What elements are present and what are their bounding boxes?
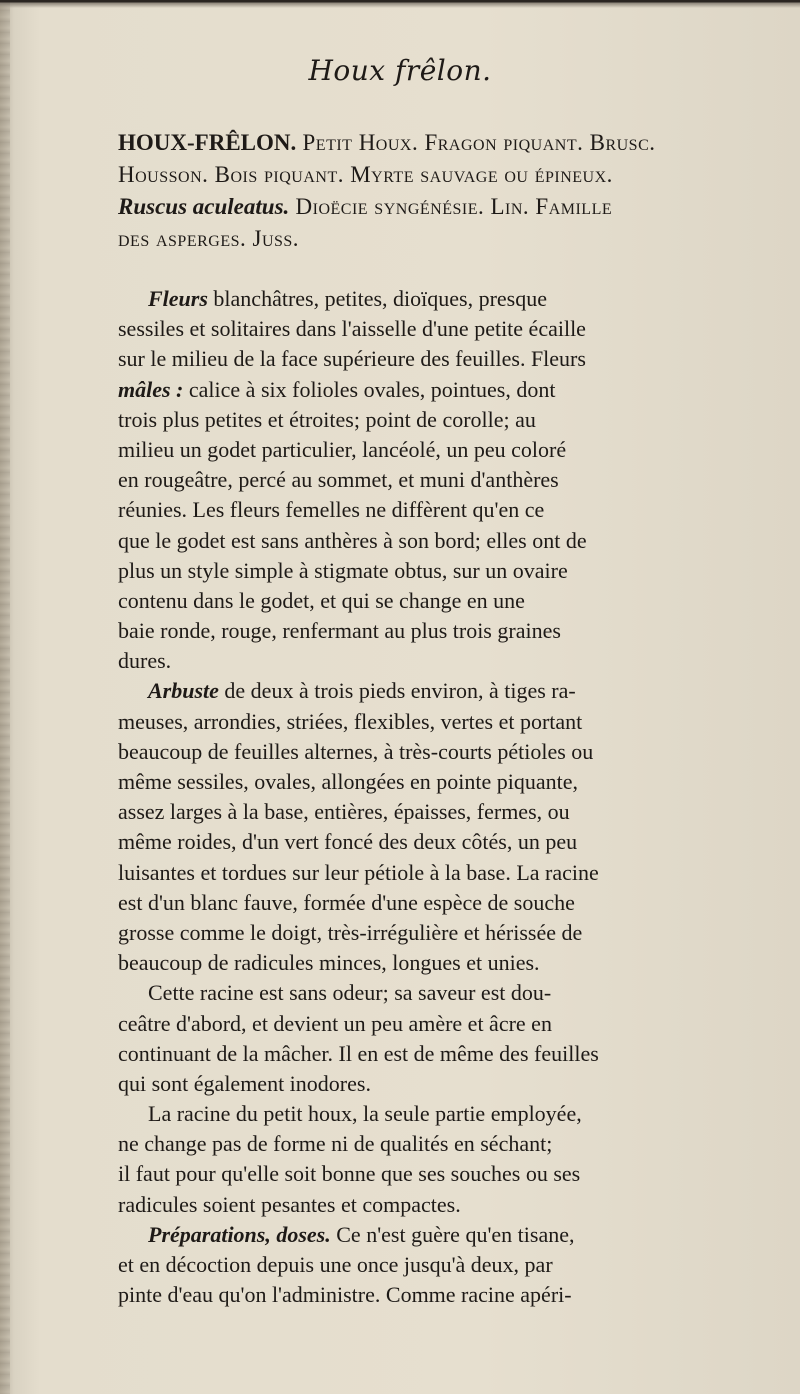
title-line [118,160,774,192]
text-line [118,737,774,767]
line-text: blanchâtres, petites, dioïques, presque [207,286,547,311]
line-text: Ce n'est guère qu'en tisane, [330,1221,575,1247]
text-line [118,888,774,918]
emphasized-term: Fleurs [148,286,208,311]
line-text: même sessiles, ovales, allongées en pointe piquante, [118,769,579,794]
article-body [118,128,774,1310]
line-text: baie ronde, rouge, renfermant au plus trois graines [118,618,561,644]
text-line [118,948,774,978]
text-line [118,344,774,374]
text-line [118,1250,774,1280]
line-text: contenu dans le godet, et qui se change en une [118,587,525,613]
text-line [118,556,774,586]
line-text: radicules soient pesantes et compactes. [118,1191,461,1217]
line-text: assez larges à la base, entières, épaisses, fermes, ou [118,799,570,825]
page-gutter-edge [0,0,10,1394]
line-text: sessiles et solitaires dans l'aisselle d'une petite écaille [118,316,586,342]
line-text: est d'un blanc fauve, formée d'une espèce de souche [118,889,575,915]
line-text: meuses, arrondies, striées, flexibles, vertes et portant [118,708,583,734]
emphasized-term: Arbuste [148,678,219,704]
line-text: dures. [118,648,172,674]
title-line [118,128,774,160]
line-text: Cette racine est sans odeur; sa saveur est dou- [148,980,552,1006]
text-line [118,1099,774,1129]
text-line [118,616,774,646]
text-line [118,676,774,706]
line-text: luisantes et tordues sur leur pétiole à la base. La racine [118,859,599,885]
text-line [118,767,774,797]
line-text: et en décoction depuis une once jusqu'à deux, par [118,1252,553,1277]
title-text: Dioëcie syngénésie. Lin. Famille [289,194,613,219]
text-line [118,1220,774,1250]
line-text: grosse comme le doigt, très-irrégulière et hérissée de [118,919,583,945]
line-text: ceâtre d'abord, et devient un peu amère et âcre en [118,1010,552,1036]
text-line [118,495,774,525]
title-text: des asperges. Juss. [118,226,300,251]
article-title-block [118,128,774,256]
text-line [118,1280,774,1310]
text-line [118,586,774,616]
line-text: même roides, d'un vert foncé des deux côtés, un peu [118,829,578,855]
text-line [118,646,774,676]
top-rule [0,0,800,8]
line-text: plus un style simple à stigmate obtus, sur un ovaire [118,557,568,583]
text-line [118,465,774,495]
title-lead: HOUX-FRÊLON. [118,130,297,155]
article-text-block [118,284,774,1310]
text-line [118,1190,774,1220]
title-text: Petit Houx. Fragon piquant. Brusc. [296,130,656,155]
text-line [118,1069,774,1099]
line-text: beaucoup de feuilles alternes, à très-courts pétioles ou [118,738,594,764]
text-line [118,526,774,556]
line-text: il faut pour qu'elle soit bonne que ses souches ou ses [118,1161,581,1187]
line-text: en rougeâtre, percé au sommet, et muni d'anthères [118,467,559,493]
title-lead: Ruscus aculeatus. [118,194,290,219]
line-text: de deux à trois pieds environ, à tiges ra- [218,678,576,704]
text-line [118,918,774,948]
line-text: réunies. Les fleurs femelles ne diffèrent qu'en ce [118,497,545,523]
text-line [118,284,774,314]
line-text: beaucoup de radicules minces, longues et unies. [118,950,540,976]
line-text: calice à six folioles ovales, pointues, dont [183,376,556,402]
text-line [118,1009,774,1039]
emphasized-term: mâles : [118,376,184,402]
line-text: La racine du petit houx, la seule partie employée, [148,1101,582,1127]
text-line [118,1039,774,1069]
text-line [118,375,774,405]
line-text: milieu un godet particulier, lancéolé, un peu coloré [118,436,567,462]
text-line [118,405,774,435]
title-text: Housson. Bois piquant. Myrte sauvage ou épineux. [118,162,613,187]
line-text: que le godet est sans anthères à son bord; elles ont de [118,527,587,553]
text-line [118,1129,774,1159]
line-text: continuant de la mâcher. Il en est de même des feuilles [118,1040,599,1066]
text-line [118,858,774,888]
text-line [118,314,774,344]
running-title: Houx frêlon. [308,54,492,87]
line-text: trois plus petites et étroites; point de corolle; au [118,406,536,432]
line-text: qui sont également inodores. [118,1070,371,1096]
text-line [118,797,774,827]
emphasized-term: Préparations, doses. [148,1221,331,1247]
text-line [118,827,774,857]
line-text: ne change pas de forme ni de qualités en séchant; [118,1131,553,1157]
text-line [118,978,774,1008]
title-line [118,224,774,256]
text-line [118,707,774,737]
paragraph-gap [118,256,774,284]
title-line [118,192,774,224]
text-line [118,435,774,465]
line-text: pinte d'eau qu'on l'administre. Comme racine apéri- [118,1282,572,1308]
text-line [118,1159,774,1189]
line-text: sur le milieu de la face supérieure des feuilles. Fleurs [118,346,586,372]
